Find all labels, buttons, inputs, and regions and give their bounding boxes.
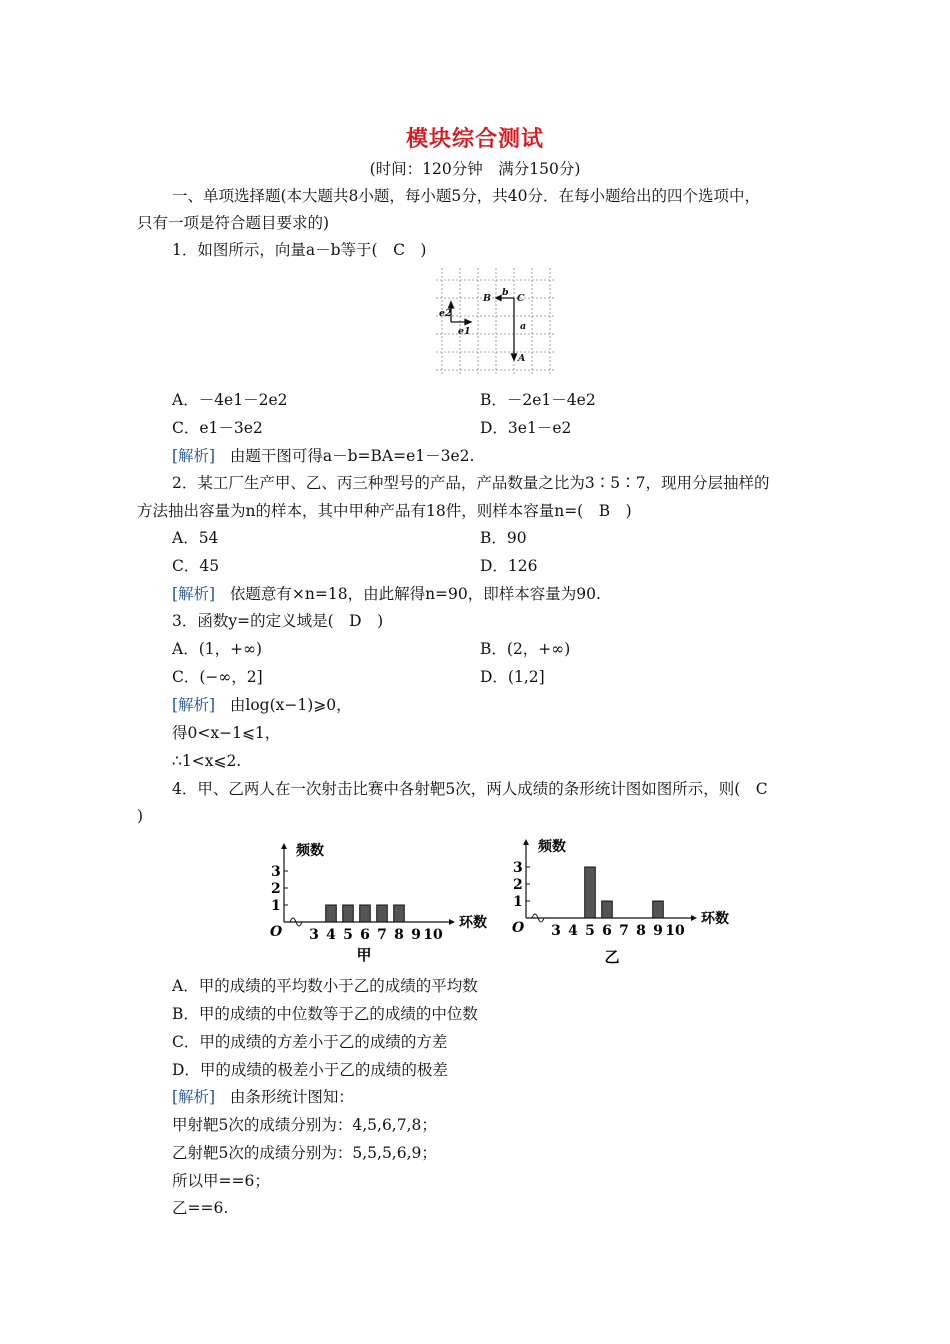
y-axis-arrowhead [523,839,529,845]
q1-analysis-text: 由题干图可得a－b=BA=e1－3e2. [229,447,475,465]
x-tick-label: 5 [585,923,595,939]
x-tick-label: 10 [665,923,685,939]
y-axis-label: 频数 [296,843,324,859]
q4-option-b: B．甲的成绩的中位数等于乙的成绩的中位数 [172,1005,478,1023]
q4-analysis-line3: 乙射靶5次的成绩分别为：5,5,5,6,9； [172,1144,437,1162]
x-tick-label: 9 [653,923,663,939]
q2-option-c: C．45 [172,557,220,575]
q1-option-d: D．3e1－e2 [480,419,572,437]
section-heading-line2: 只有一项是符合题目要求的) [137,214,330,232]
bar [326,905,337,922]
x-tick-label: 6 [602,923,612,939]
q4-option-d: D．甲的成绩的极差小于乙的成绩的极差 [172,1061,448,1079]
x-tick-label: 10 [423,927,443,943]
q4-analysis-line4: 所以甲==6； [172,1172,270,1190]
analysis-tag: [解析] [172,696,216,714]
vector-e1-arrowhead [465,320,471,325]
q2-analysis [172,584,601,604]
q3-analysis-text-1: 由log(x−1)⩾0， [229,696,352,714]
q3-analysis-line3: ∴1<x⩽2. [172,752,242,770]
y-axis-arrowhead [281,843,287,849]
q4-analysis [172,1087,354,1107]
q3-option-c: C．(−∞，2] [172,668,263,686]
bar [653,901,664,918]
q4-analysis-text-1: 由条形统计图知： [229,1088,354,1106]
chart-title: 乙 [604,948,620,966]
label-C: C [517,293,525,304]
q4-stem-line1: 4．甲、乙两人在一次射击比赛中各射靶5次，两人成绩的条形统计图如图所示，则( C [172,780,768,798]
y-tick-label: 1 [271,898,281,914]
q1-stem: 1．如图所示，向量a－b等于( C ) [172,241,427,259]
bar-chart-yi [498,838,729,970]
x-tick-label: 4 [568,923,578,939]
q2-option-b: B．90 [480,529,527,547]
q3-option-a: A．(1，+∞) [172,640,263,658]
q1-option-a: A．－4e1－2e2 [172,391,288,409]
q1-vector-grid-figure [436,268,556,374]
q3-option-b: B．(2，+∞) [480,640,571,658]
q4-option-c: C．甲的成绩的方差小于乙的成绩的方差 [172,1033,448,1051]
origin-label: O [512,920,525,936]
q1-analysis [172,446,474,466]
q3-option-d: D．(1,2] [480,668,545,686]
page-subtitle: (时间：120分钟 满分150分) [369,160,581,178]
q2-analysis-text: 依题意有×n=18，由此解得n=90，即样本容量为90. [229,585,601,603]
bar [585,867,596,918]
bar [360,905,371,922]
label-a: a [520,321,527,332]
q1-option-b: B．－2e1－4e2 [480,391,596,409]
q3-analysis-line2: 得0<x−1⩽1， [172,724,281,742]
bar-chart-jia [256,842,492,970]
q3-analysis [172,695,352,715]
bar [377,905,388,922]
bar [602,901,613,918]
grid-lines [436,268,556,374]
q4-option-a: A．甲的成绩的平均数小于乙的成绩的平均数 [172,977,478,995]
q2-stem-line1: 2．某工厂生产甲、乙、丙三种型号的产品，产品数量之比为3∶5∶7，现用分层抽样的 [172,474,770,492]
y-tick-label: 2 [271,881,281,897]
x-tick-label: 8 [394,927,404,943]
analysis-tag: [解析] [172,1088,216,1106]
q2-stem-line2: 方法抽出容量为n的样本，其中甲种产品有18件，则样本容量n=( B ) [137,502,632,520]
x-tick-label: 8 [636,923,646,939]
x-axis-label: 环数 [701,911,729,927]
x-tick-label: 6 [360,927,370,943]
analysis-tag: [解析] [172,447,216,465]
x-tick-label: 4 [326,927,336,943]
q1-option-c: C．e1－3e2 [172,419,263,437]
label-B: B [483,293,492,304]
x-tick-label: 5 [343,927,353,943]
y-tick-label: 3 [513,860,523,876]
analysis-tag: [解析] [172,585,216,603]
q3-stem: 3．函数y=的定义域是( D ) [172,612,384,630]
label-A: A [518,353,526,364]
x-tick-label: 3 [309,927,319,943]
label-e2: e2 [439,308,452,319]
x-tick-label: 7 [377,927,387,943]
y-axis-label: 频数 [538,839,566,855]
q4-analysis-line5: 乙==6. [172,1199,229,1217]
vector-b-arrowhead [496,296,501,301]
q2-option-d: D．126 [480,557,538,575]
q4-analysis-line2: 甲射靶5次的成绩分别为：4,5,6,7,8； [172,1116,437,1134]
x-axis-arrowhead [691,915,697,921]
y-tick-label: 1 [513,894,523,910]
label-e1: e1 [458,326,471,337]
label-b: b [502,287,509,298]
y-tick-label: 3 [271,864,281,880]
x-tick-label: 9 [411,927,421,943]
x-tick-label: 3 [551,923,561,939]
q4-stem-line2: ) [137,807,144,825]
x-tick-label: 7 [619,923,629,939]
bar [343,905,354,922]
vector-a-arrowhead [512,354,517,360]
q2-option-a: A．54 [172,529,219,547]
section-heading-line1: 一、单项选择题(本大题共8小题，每小题5分，共40分．在每小题给出的四个选项中， [172,187,760,205]
x-axis-arrowhead [449,919,455,925]
chart-title: 甲 [356,946,372,964]
page-title: 模块综合测试 [405,126,544,152]
y-tick-label: 2 [513,877,523,893]
origin-label: O [270,924,283,940]
x-axis-label: 环数 [459,915,487,931]
bar [394,905,405,922]
